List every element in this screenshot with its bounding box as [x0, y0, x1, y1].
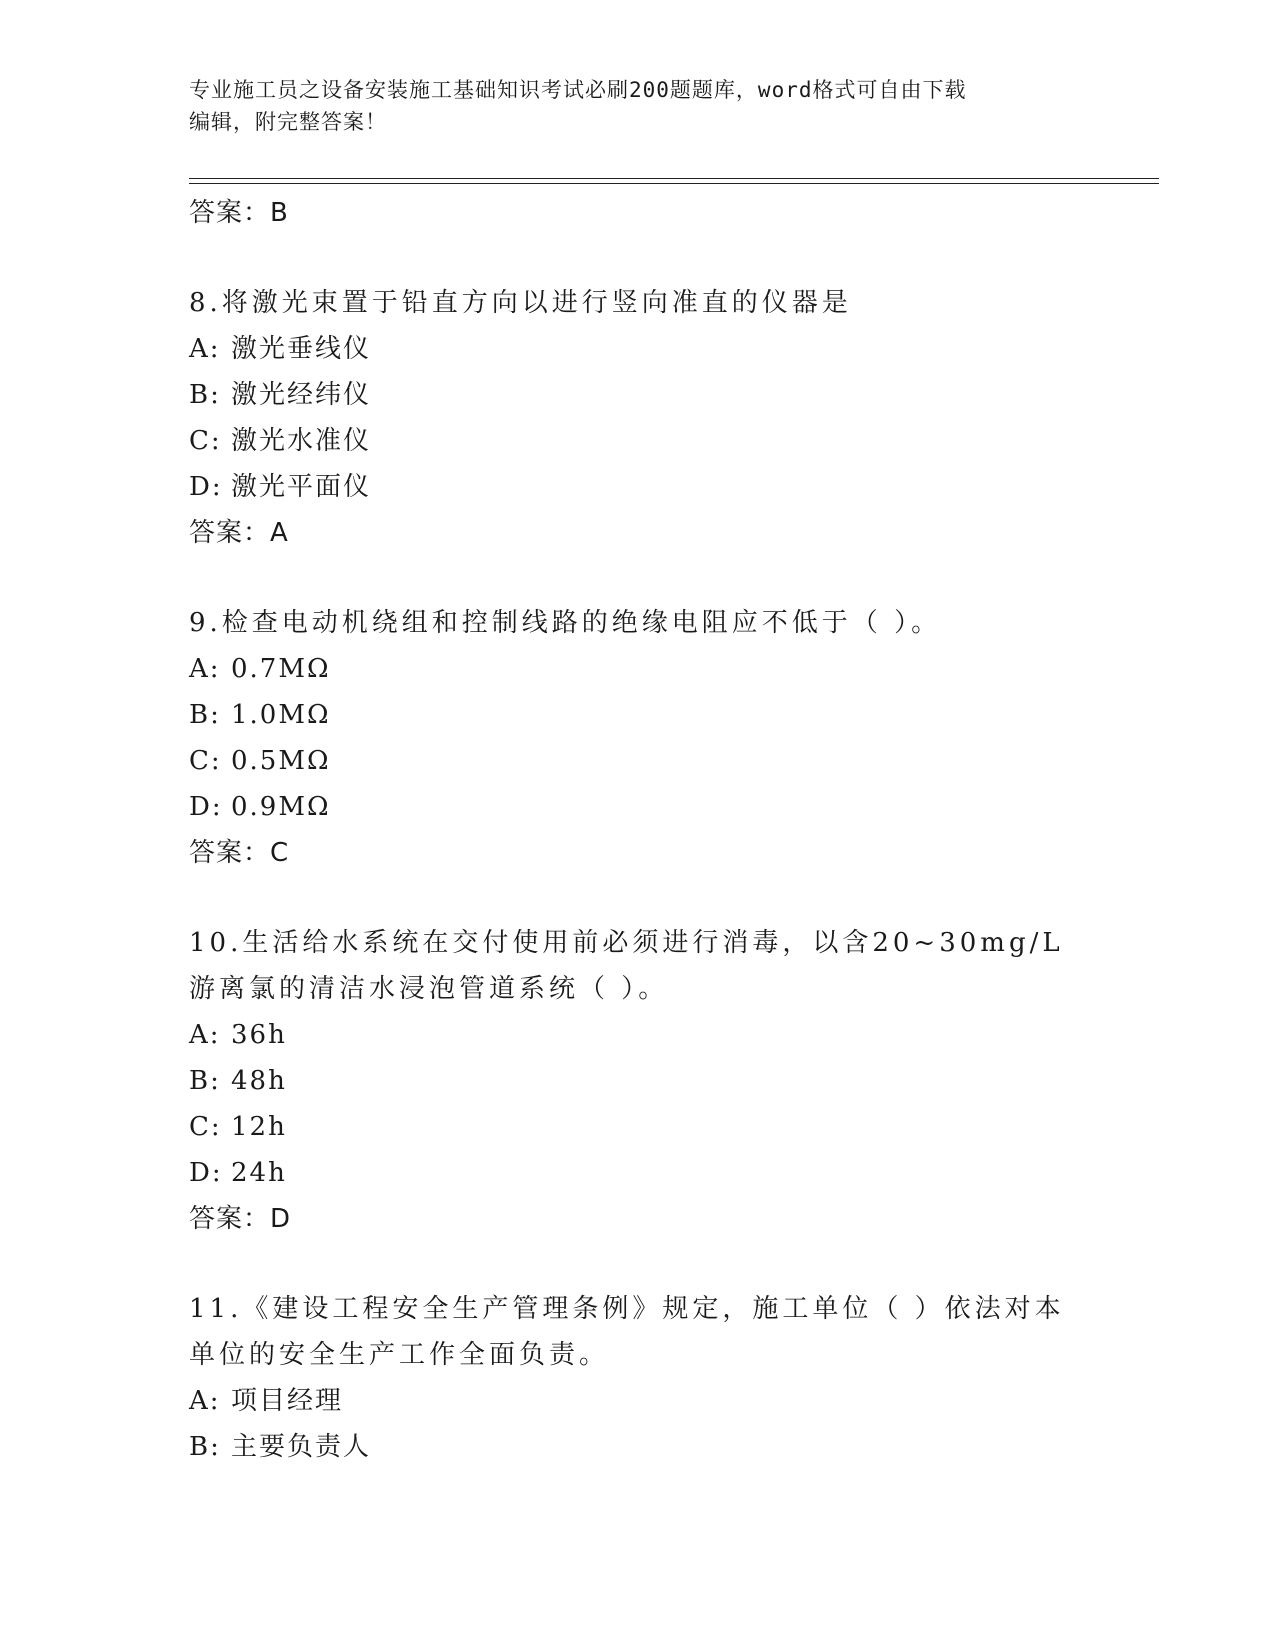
option-letter: C: — [189, 1112, 222, 1142]
question-block — [189, 280, 1089, 556]
option-a — [189, 1378, 1089, 1424]
option-letter: D: — [189, 472, 223, 502]
header-line-1: 专业施工员之设备安装施工基础知识考试必刷200题题库，word格式可自由下载 — [189, 78, 967, 102]
question-block — [189, 920, 1089, 1242]
option-a — [189, 1012, 1089, 1058]
option-d — [189, 784, 1089, 830]
option-text: 0.9MΩ — [231, 792, 331, 822]
option-letter: D: — [189, 1158, 223, 1188]
option-text: 0.7MΩ — [231, 654, 331, 684]
question-text: 8.将激光束置于铅直方向以进行竖向准直的仪器是 — [189, 288, 852, 318]
question-block — [189, 600, 1089, 876]
question-list — [189, 190, 1089, 1470]
option-text: 0.5MΩ — [231, 746, 331, 776]
question-text: 11.《建设工程安全生产管理条例》规定，施工单位（ ）依法对本单位的安全生产工作全面负责。 — [189, 1294, 1065, 1370]
question-block — [189, 1286, 1089, 1470]
option-text: 主要负责人 — [231, 1432, 372, 1462]
option-a — [189, 646, 1089, 692]
answer-line: 答案：D — [189, 1204, 292, 1234]
option-text: 激光水准仪 — [231, 426, 372, 456]
option-letter: A: — [189, 654, 221, 684]
option-text: 激光经纬仪 — [231, 380, 372, 410]
option-c — [189, 1104, 1089, 1150]
option-letter: B: — [189, 380, 221, 410]
option-letter: B: — [189, 700, 221, 730]
option-text: 36h — [231, 1020, 287, 1050]
question-text: 10.生活给水系统在交付使用前必须进行消毒，以含20~30mg/L游离氯的清洁水浸泡管道系统（ ）。 — [189, 928, 1064, 1004]
option-letter: A: — [189, 334, 221, 364]
option-text: 激光垂线仪 — [231, 334, 372, 364]
option-letter: B: — [189, 1066, 221, 1096]
option-text: 项目经理 — [231, 1386, 344, 1416]
option-text: 24h — [231, 1158, 287, 1188]
option-text: 48h — [231, 1066, 287, 1096]
option-d — [189, 1150, 1089, 1196]
document-header — [189, 74, 1069, 138]
answer-line: 答案：C — [189, 838, 290, 868]
option-d — [189, 464, 1089, 510]
question-text: 9.检查电动机绕组和控制线路的绝缘电阻应不低于（ ）。 — [189, 608, 942, 638]
option-c — [189, 418, 1089, 464]
option-text: 12h — [231, 1112, 287, 1142]
option-a — [189, 326, 1089, 372]
option-b — [189, 692, 1089, 738]
option-b — [189, 1424, 1089, 1470]
option-letter: C: — [189, 746, 222, 776]
option-letter: C: — [189, 426, 222, 456]
option-letter: A: — [189, 1020, 221, 1050]
option-c — [189, 738, 1089, 784]
answer-line: 答案：B — [189, 198, 289, 228]
option-b — [189, 1058, 1089, 1104]
option-letter: A: — [189, 1386, 221, 1416]
option-letter: D: — [189, 792, 223, 822]
option-b — [189, 372, 1089, 418]
option-letter: B: — [189, 1432, 221, 1462]
answer-line: 答案：A — [189, 518, 289, 548]
option-text: 1.0MΩ — [231, 700, 331, 730]
header-divider — [189, 178, 1159, 184]
option-text: 激光平面仪 — [231, 472, 372, 502]
header-line-2: 编辑，附完整答案！ — [189, 110, 387, 134]
